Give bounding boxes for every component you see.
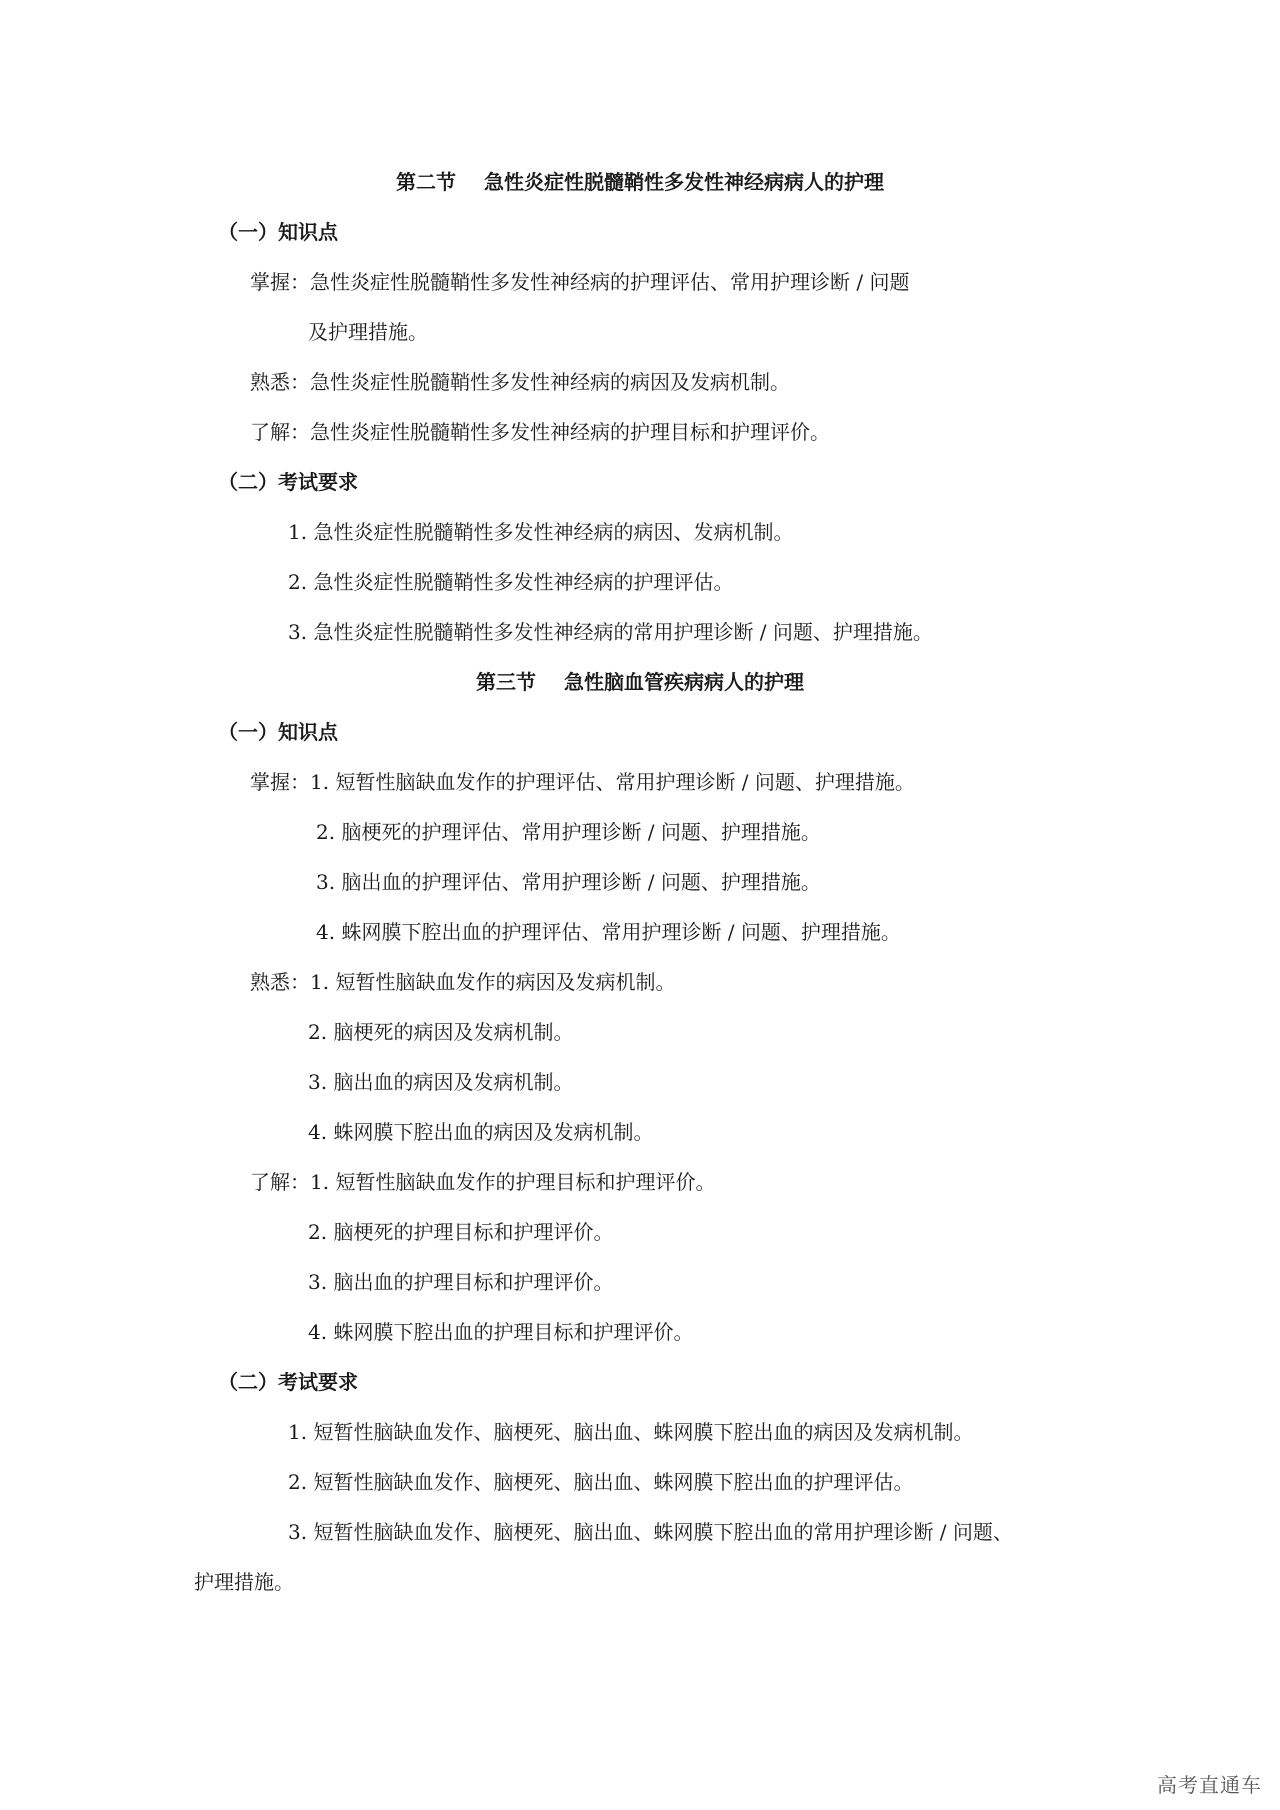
section3-familiar-item: 2. 脑梗死的病因及发病机制。 [308,1020,574,1044]
section2-master-line1: 掌握：急性炎症性脱髓鞘性多发性神经病的护理评估、常用护理诊断 / 问题 [250,270,910,294]
section2-master-line2: 及护理措施。 [308,320,428,344]
section3-exam-item-continuation: 护理措施。 [194,1570,294,1594]
section3-understand-item: 3. 脑出血的护理目标和护理评价。 [308,1270,614,1294]
section3-understand-item: 了解：1. 短暂性脑缺血发作的护理目标和护理评价。 [250,1170,716,1194]
section3-knowledge-heading: （一）知识点 [218,720,338,744]
section2-familiar: 熟悉：急性炎症性脱髓鞘性多发性神经病的病因及发病机制。 [250,370,790,394]
section3-familiar-item: 熟悉：1. 短暂性脑缺血发作的病因及发病机制。 [250,970,676,994]
section3-master-item: 3. 脑出血的护理评估、常用护理诊断 / 问题、护理措施。 [316,870,821,894]
section2-title-number: 第二节 [396,170,456,194]
section2-exam-item: 1. 急性炎症性脱髓鞘性多发性神经病的病因、发病机制。 [288,520,794,544]
section2-exam-item: 3. 急性炎症性脱髓鞘性多发性神经病的常用护理诊断 / 问题、护理措施。 [288,620,933,644]
section3-understand-item: 2. 脑梗死的护理目标和护理评价。 [308,1220,614,1244]
section3-exam-item: 3. 短暂性脑缺血发作、脑梗死、脑出血、蛛网膜下腔出血的常用护理诊断 / 问题、 [288,1520,1013,1544]
watermark: 高考直通车 [1157,1773,1262,1797]
section3-title [0,668,1280,696]
section2-understand: 了解：急性炎症性脱髓鞘性多发性神经病的护理目标和护理评价。 [250,420,830,444]
section2-exam-item: 2. 急性炎症性脱髓鞘性多发性神经病的护理评估。 [288,570,734,594]
section3-exam-item: 2. 短暂性脑缺血发作、脑梗死、脑出血、蛛网膜下腔出血的护理评估。 [288,1470,914,1494]
section3-familiar-item: 4. 蛛网膜下腔出血的病因及发病机制。 [308,1120,654,1144]
section3-exam-item: 1. 短暂性脑缺血发作、脑梗死、脑出血、蛛网膜下腔出血的病因及发病机制。 [288,1420,974,1444]
section2-title [0,168,1280,196]
section2-exam-heading: （二）考试要求 [218,470,358,494]
section3-title-text: 急性脑血管疾病病人的护理 [564,670,804,694]
section2-knowledge-heading: （一）知识点 [218,220,338,244]
section3-master-item: 掌握：1. 短暂性脑缺血发作的护理评估、常用护理诊断 / 问题、护理措施。 [250,770,915,794]
section3-master-item: 2. 脑梗死的护理评估、常用护理诊断 / 问题、护理措施。 [316,820,821,844]
section3-master-item: 4. 蛛网膜下腔出血的护理评估、常用护理诊断 / 问题、护理措施。 [316,920,901,944]
section3-title-number: 第三节 [476,670,536,694]
section2-title-text: 急性炎症性脱髓鞘性多发性神经病病人的护理 [484,170,884,194]
section3-exam-heading: （二）考试要求 [218,1370,358,1394]
section3-familiar-item: 3. 脑出血的病因及发病机制。 [308,1070,574,1094]
section3-understand-item: 4. 蛛网膜下腔出血的护理目标和护理评价。 [308,1320,694,1344]
